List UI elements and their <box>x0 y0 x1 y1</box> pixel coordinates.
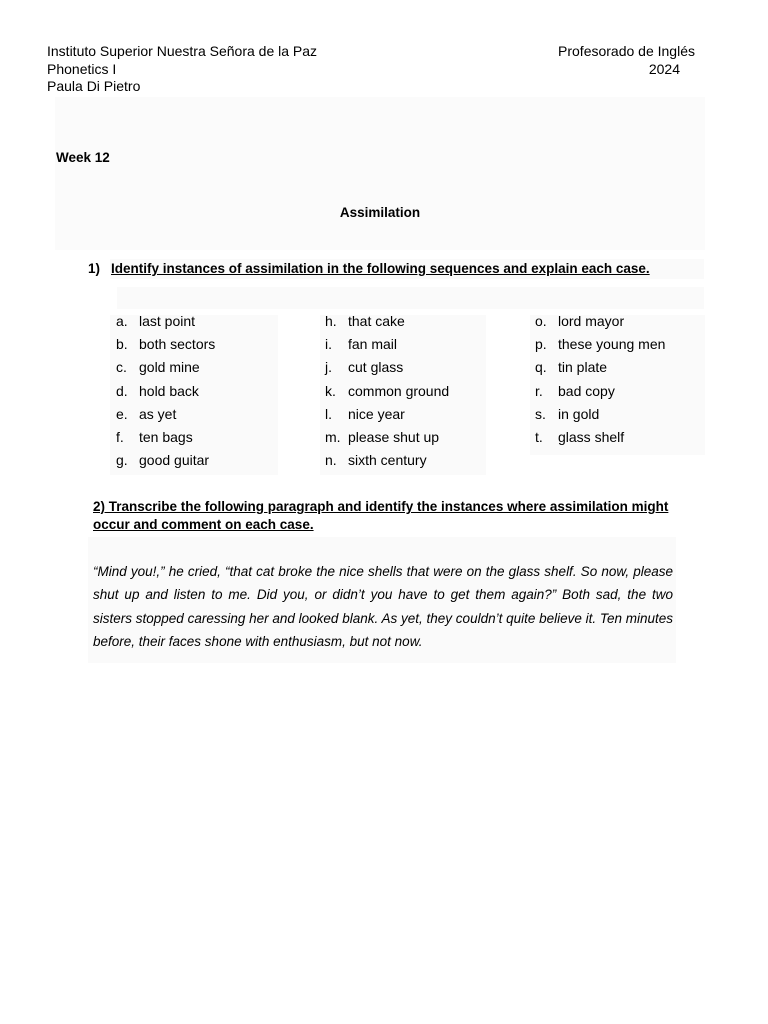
shaded-area <box>55 97 705 250</box>
header-right <box>520 43 695 78</box>
document-page: Instituto Superior Nuestra Señora de la Paz Phonetics I Paula Di Pietro Profesorado de Inglés 2024 Week 12 Assimilation 1) Identify instances of assimilation in the following sequences and explain each case. a. last point b. both sectors c. gold mine d. hold back e. as yet f. ten bags g. good guitar h. that cake i. fan mail j. cut glass k. common ground l. nice year m. please shut up n. sixth century o. lord mayor p. these young men q. tin plate r. bad copy s. in gold t. glass shelf 2) Transcribe the following paragraph and identify the instances where assimilation might occur and comment on each case. “Mind you!,” he cried, “that cat broke the nice shells that were on the glass shelf. So now, please shut up and listen to me. Did you, or didn’t you have to get them again?” Both sad, the two sisters stopped caressing her and looked blank. As yet, they couldn’t quite believe it. Ten minutes before, their faces shone with enthusiasm, but not now. <box>0 0 768 1024</box>
institution-name: Instituto Superior Nuestra Señora de la Paz <box>47 43 318 59</box>
program-name: Profesorado de Inglés <box>558 43 695 59</box>
page-title: Assimilation <box>339 205 421 220</box>
shaded-area <box>117 287 704 309</box>
question-1-number: 1) <box>88 261 101 276</box>
transcription-paragraph: “Mind you!,” he cried, “that cat broke the nice shells that were on the glass shelf. So now, please shut up and listen to me. Did you, or didn’t you have to get them again?” Both sad, the two sisters stopped caressing her and looked blank. As yet, they couldn’t quite believe it. Ten minutes before, their faces shone with enthusiasm, but not now. <box>93 564 673 649</box>
week-label: Week 12 <box>56 150 110 165</box>
teacher-name: Paula Di Pietro <box>47 78 141 94</box>
question-2-text: 2) Transcribe the following paragraph and identify the instances where assimilation might occur and comment on each case. <box>93 499 669 532</box>
question-1-text: Identify instances of assimilation in the following sequences and explain each case. <box>111 261 650 276</box>
year: 2024 <box>648 60 680 77</box>
header-left <box>47 43 317 96</box>
course-name: Phonetics I <box>47 60 117 77</box>
